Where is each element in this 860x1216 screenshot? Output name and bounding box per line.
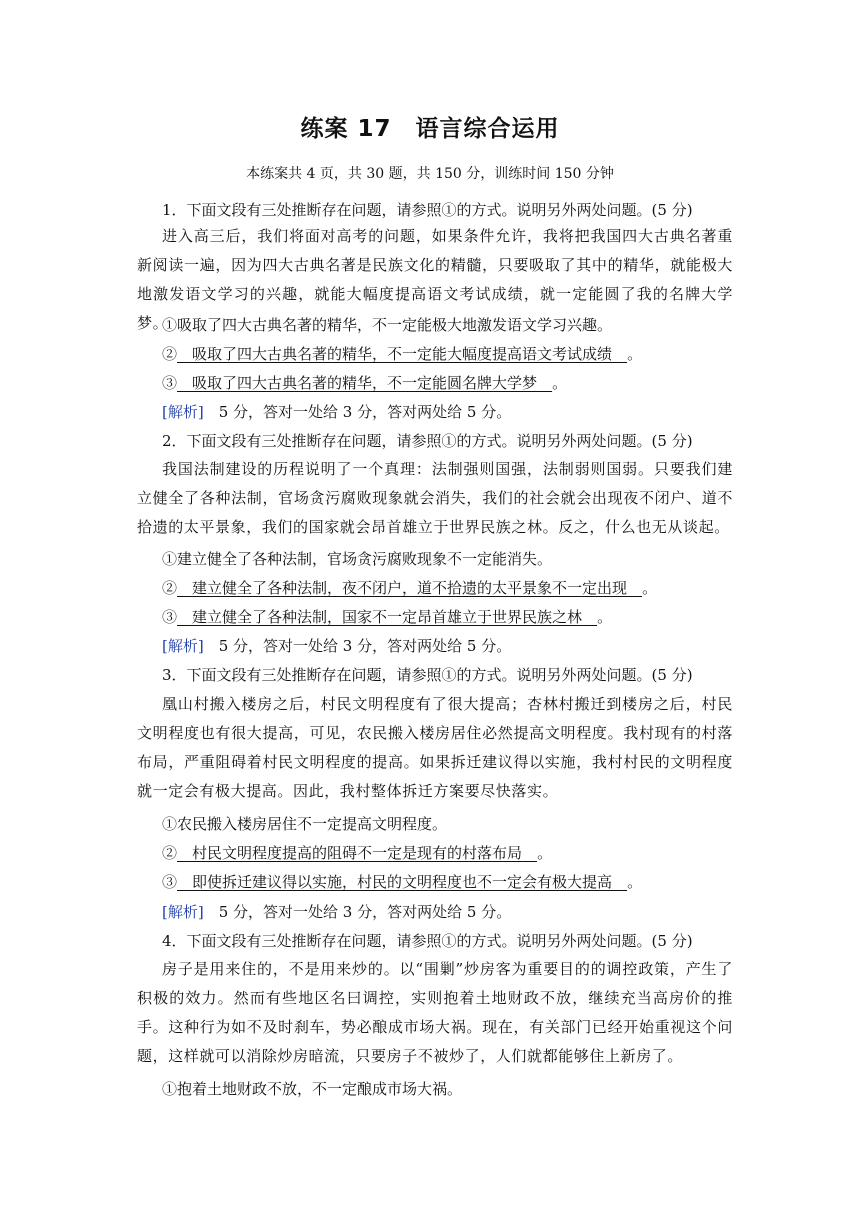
analysis-label: [解析] [162, 903, 204, 921]
analysis-line [162, 402, 511, 422]
analysis-line [162, 902, 511, 922]
answer-number: ② [162, 579, 178, 597]
question-passage: 房子是用来住的，不是用来炒的。以“围剿”炒房客为重要目的的调控政策，产生了积极的效力。然而有些地区名曰调控，实则抱着土地财政不放，继续充当高房价的推手。这种行为如不及时刹车，势必酿成市场大祸。现在，有关部门已经开始重视这个问题，这样就可以消除炒房暗流，只要房子不被炒了，人们就都能够住上新房了。 [137, 960, 733, 1065]
answer-end: 。 [627, 873, 643, 891]
analysis-label: [解析] [162, 637, 204, 655]
page-subtitle: 本练案共 4 页，共 30 题，共 150 分，训练时间 150 分钟 [246, 166, 614, 182]
question-prompt: 2．下面文段有三处推断存在问题，请参照①的方式。说明另外两处问题。(5 分) [162, 432, 693, 450]
answer-text-value: 建立健全了各种法制，夜不闭户，道不拾遗的太平景象不一定出现 [192, 579, 628, 597]
analysis-label: [解析] [162, 403, 204, 421]
analysis-text: 5 分，答对一处给 3 分，答对两处给 5 分。 [218, 403, 512, 421]
question-passage: 我国法制建设的历程说明了一个真理：法制强则国强，法制弱则国弱。只要我们建立健全了各种法制，官场贪污腐败现象就会消失，我们的社会就会出现夜不闭户、道不拾遗的太平景象，我们的国家就会昂首雄立于世界民族之林。反之，什么也无从谈起。 [137, 460, 733, 536]
answer-end: 。 [552, 374, 568, 392]
analysis-text: 5 分，答对一处给 3 分，答对两处给 5 分。 [218, 903, 512, 921]
example-answer: ①农民搬入楼房居住不一定提高文明程度。 [162, 815, 448, 833]
answer-line [162, 607, 612, 627]
answer-text-value: 建立健全了各种法制，国家不一定昂首雄立于世界民族之林 [192, 608, 583, 626]
answer-end: 。 [537, 844, 553, 862]
analysis-text: 5 分，答对一处给 3 分，答对两处给 5 分。 [218, 637, 512, 655]
answer-text [177, 873, 627, 891]
answer-text [177, 345, 627, 363]
question-passage: 凰山村搬入楼房之后，村民文明程度有了很大提高；杏林村搬迁到楼房之后，村民文明程度也有很大提高，可见，农民搬入楼房居住必然提高文明程度。我村现有的村落布局，严重阻碍着村民文明程度的提高。如果拆迁建议得以实施，我村村民的文明程度就一定会有极大提高。因此，我村整体拆迁方案要尽快落实。 [137, 695, 733, 800]
answer-line [162, 344, 642, 364]
answer-text-value: 即使拆迁建议得以实施，村民的文明程度也不一定会有极大提高 [192, 873, 613, 891]
answer-text-value: 吸取了四大古典名著的精华，不一定能圆名牌大学梦 [192, 374, 538, 392]
example-answer: ①抱着土地财政不放，不一定酿成市场大祸。 [162, 1080, 463, 1098]
question-prompt: 3．下面文段有三处推断存在问题，请参照①的方式。说明另外两处问题。(5 分) [162, 666, 693, 684]
question-prompt: 1．下面文段有三处推断存在问题，请参照①的方式。说明另外两处问题。(5 分) [162, 201, 693, 219]
answer-number: ③ [162, 374, 178, 392]
answer-end: 。 [627, 345, 643, 363]
answer-end: 。 [597, 608, 613, 626]
answer-line [162, 843, 552, 863]
answer-text [177, 374, 552, 392]
answer-text-value: 吸取了四大古典名著的精华，不一定能大幅度提高语文考试成绩 [192, 345, 613, 363]
question-passage: 进入高三后，我们将面对高考的问题，如果条件允许，我将把我国四大古典名著重新阅读一遍，因为四大古典名著是民族文化的精髓，只要吸取了其中的精华，就能极大地激发语文学习的兴趣，就能大幅度提高语文考试成绩，就一定能圆了我的名牌大学梦。 [137, 227, 733, 332]
question-prompt: 4．下面文段有三处推断存在问题，请参照①的方式。说明另外两处问题。(5 分) [162, 932, 693, 950]
answer-line [162, 578, 657, 598]
answer-text-value: 村民文明程度提高的阻碍不一定是现有的村落布局 [192, 844, 523, 862]
answer-text [177, 844, 537, 862]
answer-number: ③ [162, 608, 178, 626]
answer-number: ② [162, 345, 178, 363]
answer-number: ③ [162, 873, 178, 891]
answer-text [177, 579, 642, 597]
page-title: 练案 17 语言综合运用 [300, 116, 560, 142]
answer-line [162, 373, 567, 393]
example-answer: ①吸取了四大古典名著的精华，不一定能极大地激发语文学习兴趣。 [162, 316, 613, 334]
answer-text [177, 608, 597, 626]
analysis-line [162, 636, 511, 656]
answer-line [162, 872, 642, 892]
answer-number: ② [162, 844, 178, 862]
example-answer: ①建立健全了各种法制，官场贪污腐败现象不一定能消失。 [162, 550, 553, 568]
answer-end: 。 [642, 579, 658, 597]
